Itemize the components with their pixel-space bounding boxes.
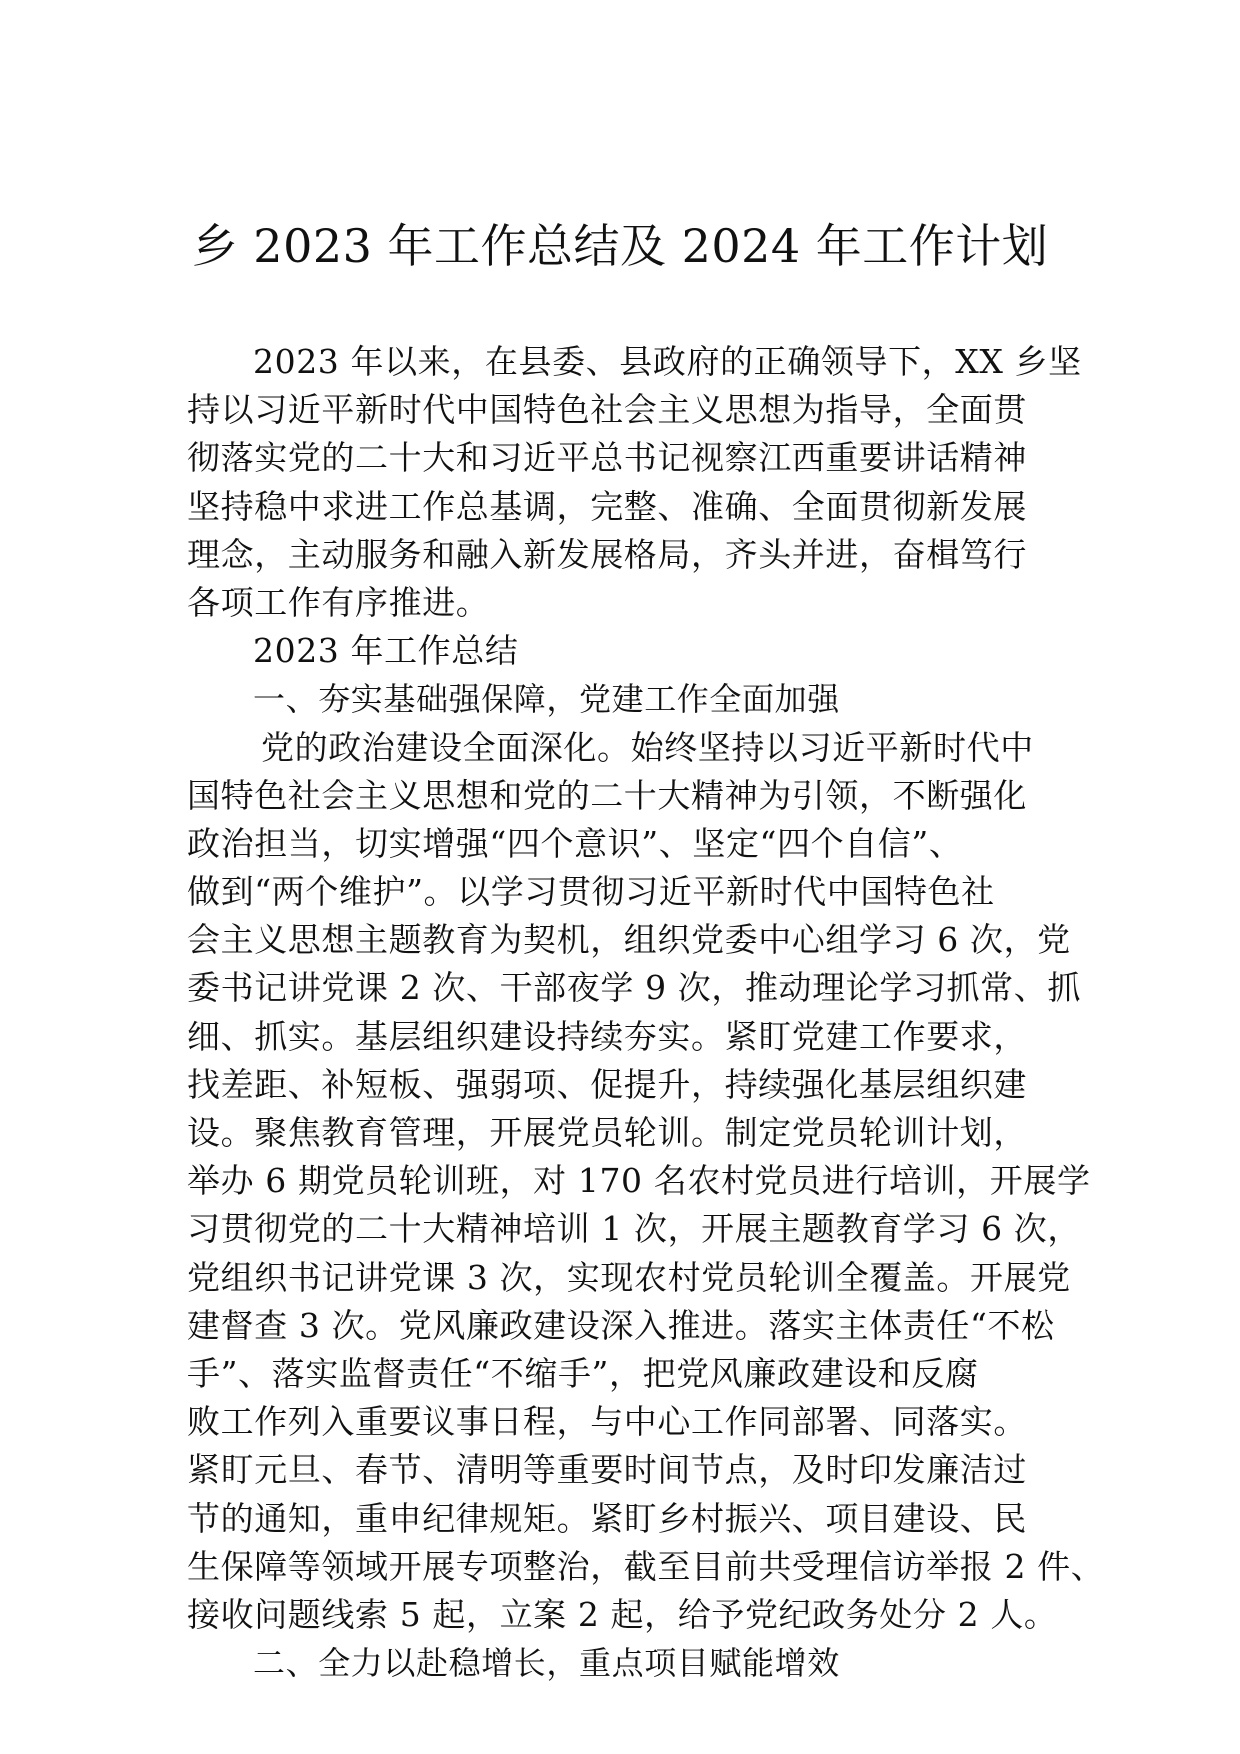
paragraph-line: 习贯彻党的二十大精神培训 1 次，开展主题教育学习 6 次，: [187, 1209, 1081, 1249]
paragraph-line: 2023 年以来，在县委、县政府的正确领导下，XX 乡坚: [253, 342, 1082, 381]
paragraph-line: 坚持稳中求进工作总基调，完整、准确、全面贯彻新发展: [187, 486, 1027, 526]
paragraph-line: 党组织书记讲党课 3 次，实现农村党员轮训全覆盖。开展党: [187, 1257, 1071, 1297]
document-body: [187, 338, 1105, 1687]
paragraph-line: 彻落实党的二十大和习近平总书记视察江西重要讲话精神: [187, 438, 1027, 478]
section-heading-summary: 2023 年工作总结: [253, 631, 519, 671]
paragraph-line: 会主义思想主题教育为契机，组织党委中心组学习 6 次，党: [187, 920, 1071, 960]
document-title: 乡 2023 年工作总结及 2024 年工作计划: [191, 219, 1049, 273]
paragraph-line: 举办 6 期党员轮训班，对 170 名农村党员进行培训，开展学: [187, 1161, 1091, 1201]
paragraph-line: 党的政治建设全面深化。始终坚持以习近平新时代中: [261, 727, 1034, 767]
paragraph-line: 节的通知，重申纪律规矩。紧盯乡村振兴、项目建设、民: [187, 1498, 1027, 1538]
paragraph-line: 紧盯元旦、春节、清明等重要时间节点，及时印发廉洁过: [187, 1450, 1027, 1490]
paragraph-line: 接收问题线索 5 起，立案 2 起，给予党纪政务处分 2 人。: [187, 1594, 1058, 1634]
paragraph-line: 政治担当，切实增强“四个意识”、坚定“四个自信”、: [187, 823, 963, 863]
paragraph-line: 细、抓实。基层组织建设持续夯实。紧盯党建工作要求，: [187, 1016, 1027, 1056]
paragraph-line: 找差距、补短板、强弱项、促提升，持续强化基层组织建: [187, 1064, 1027, 1104]
paragraph-line: 生保障等领域开展专项整治，截至目前共受理信访举报 2 件、: [187, 1546, 1105, 1586]
paragraph-line: 做到“两个维护”。以学习贯彻习近平新时代中国特色社: [187, 872, 995, 912]
paragraph-line: 设。聚焦教育管理，开展党员轮训。制定党员轮训计划，: [187, 1113, 1027, 1152]
paragraph-line: 各项工作有序推进。: [187, 582, 490, 622]
paragraph-line: 手”、落实监督责任“不缩手”，把党风廉政建设和反腐: [187, 1353, 979, 1393]
paragraph-line: 建督查 3 次。党风廉政建设深入推进。落实主体责任“不松: [187, 1305, 1055, 1345]
section-heading-2: 二、全力以赴稳增长，重点项目赋能增效: [253, 1644, 840, 1683]
paragraph-line: 败工作列入重要议事日程，与中心工作同部署、同落实。: [187, 1402, 1027, 1442]
paragraph-line: 国特色社会主义思想和党的二十大精神为引领，不断强化: [187, 775, 1027, 815]
paragraph-line: 委书记讲党课 2 次、干部夜学 9 次，推动理论学习抓常、抓: [187, 968, 1081, 1008]
paragraph-line: 理念，主动服务和融入新发展格局，齐头并进，奋楫笃行: [187, 534, 1027, 574]
paragraph-line: 持以习近平新时代中国特色社会主义思想为指导，全面贯: [187, 390, 1027, 430]
section-heading-1: 一、夯实基础强保障，党建工作全面加强: [253, 680, 840, 719]
